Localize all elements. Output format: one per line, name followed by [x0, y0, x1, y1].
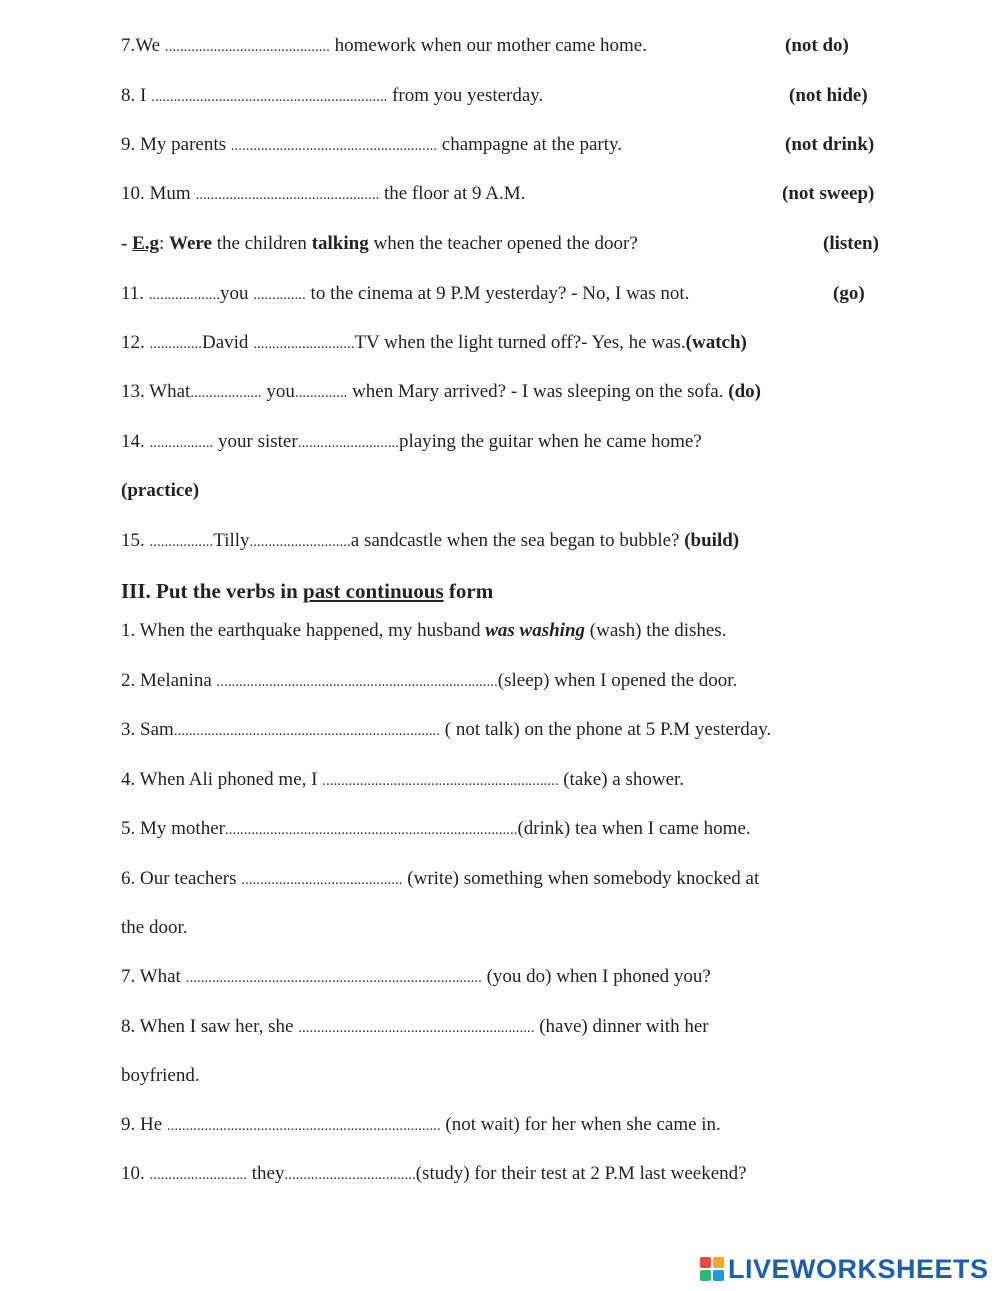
exercise-item-14: 14. ................. your sister...........................playing the guitar when he came home?	[121, 431, 702, 452]
exercise-item: 2. Melanina ...........................................................................(sleep) when I opened the door.	[121, 670, 738, 691]
exercise-item-12: 12. ..............David ...........................TV when the light turned off?- Yes, he was.(watch)	[121, 332, 747, 353]
answer-blank[interactable]: .......................................................	[230, 138, 438, 154]
answer-blank[interactable]: .........................................................................	[166, 1118, 441, 1134]
verb-hint: (not drink)	[785, 134, 875, 155]
exercise-item-11: 11. ...................you .............. to the cinema at 9 P.M yesterday? - No, I was not.	[121, 283, 690, 304]
exercise-item-10: 10. Mum ................................................. the floor at 9 A.M.	[121, 183, 526, 204]
verb-hint: (listen)	[823, 233, 879, 254]
answer-blank[interactable]: ...........................................................................	[216, 674, 498, 690]
answer-blank[interactable]: .................	[149, 435, 214, 451]
exercise-item-continued: boyfriend.	[121, 1065, 200, 1086]
answer-blank[interactable]: ..............	[294, 385, 348, 401]
answer-blank[interactable]: ..............................................................................	[224, 822, 518, 838]
exercise-item: 8. When I saw her, she ............................................................... (have) dinner with her	[121, 1016, 709, 1037]
exercise-item-8: 8. I ............................................................... from you yesterday.	[121, 85, 544, 106]
section-heading: III. Put the verbs in past continuous form	[121, 579, 494, 603]
exercise-item-15: 15. .................Tilly...........................a sandcastle when the sea began to bubble? (build)	[121, 530, 740, 551]
answer-blank[interactable]: ...........................	[253, 336, 355, 352]
answer-blank[interactable]: ...............................................................	[322, 773, 559, 789]
answer-blank[interactable]: ...........................	[249, 534, 351, 550]
exercise-item-7: 7.We ............................................ homework when our mother came home.	[121, 35, 647, 56]
exercise-item-13: 13. What................... you.............. when Mary arrived? - I was sleeping on the sofa. (do)	[121, 381, 761, 402]
verb-hint: (not do)	[785, 35, 849, 56]
answer-blank[interactable]: ...........................................	[241, 872, 403, 888]
verb-hint: (practice)	[121, 480, 200, 501]
liveworksheets-logo	[700, 1252, 989, 1286]
answer-blank[interactable]: ...................	[190, 385, 262, 401]
answer-blank[interactable]: ...............................................................	[298, 1020, 535, 1036]
logo-text: LIVEWORKSHEETS	[728, 1253, 989, 1284]
answer-blank[interactable]: ...............................................................	[151, 89, 388, 105]
example-sentence: - E.g: Were the children talking when the teacher opened the door?	[121, 233, 638, 254]
logo-mark-icon	[700, 1257, 724, 1281]
verb-hint: (not sweep)	[782, 183, 875, 204]
answer-blank[interactable]: .................	[149, 534, 214, 550]
exercise-item: 3. Sam....................................................................... ( not talk) on the phone at 5 P.M yesterday.	[121, 719, 772, 740]
exercise-item: 4. When Ali phoned me, I ............................................................... (take) a shower.	[121, 769, 685, 790]
answer-blank[interactable]: ..............	[253, 287, 306, 303]
exercise-item: 10. .......................... they...................................(study) for their test at 2 P.M last weekend?	[121, 1163, 747, 1184]
verb-hint: (go)	[833, 283, 865, 304]
verb-hint: (not hide)	[789, 85, 868, 106]
answer-blank[interactable]: ...........................	[297, 435, 399, 451]
answer-blank[interactable]: ..............	[149, 336, 202, 352]
example-item-1: 1. When the earthquake happened, my husband was washing (wash) the dishes.	[121, 620, 727, 641]
answer-blank[interactable]: ............................................	[164, 39, 330, 55]
exercise-item: 9. He ......................................................................... (not wait) for her when she came in.	[121, 1114, 721, 1135]
answer-blank[interactable]: .................................................	[195, 187, 380, 203]
answer-blank[interactable]: ...................................	[284, 1167, 416, 1183]
exercise-item: 6. Our teachers ........................................... (write) something when somebody knocked at	[121, 868, 760, 889]
answer-blank[interactable]: ...............................................................................	[185, 970, 482, 986]
answer-blank[interactable]: .......................................................................	[173, 723, 441, 739]
exercise-item: 7. What ............................................................................... (you do) when I phoned you?	[121, 966, 711, 987]
exercise-item-continued: the door.	[121, 917, 188, 938]
exercise-item-9: 9. My parents ....................................................... champagne at the party.	[121, 134, 623, 155]
answer-blank[interactable]: ...................	[148, 287, 221, 303]
exercise-item: 5. My mother..............................................................................(drink) tea when I came home.	[121, 818, 751, 839]
answer-blank[interactable]: ..........................	[149, 1167, 247, 1183]
